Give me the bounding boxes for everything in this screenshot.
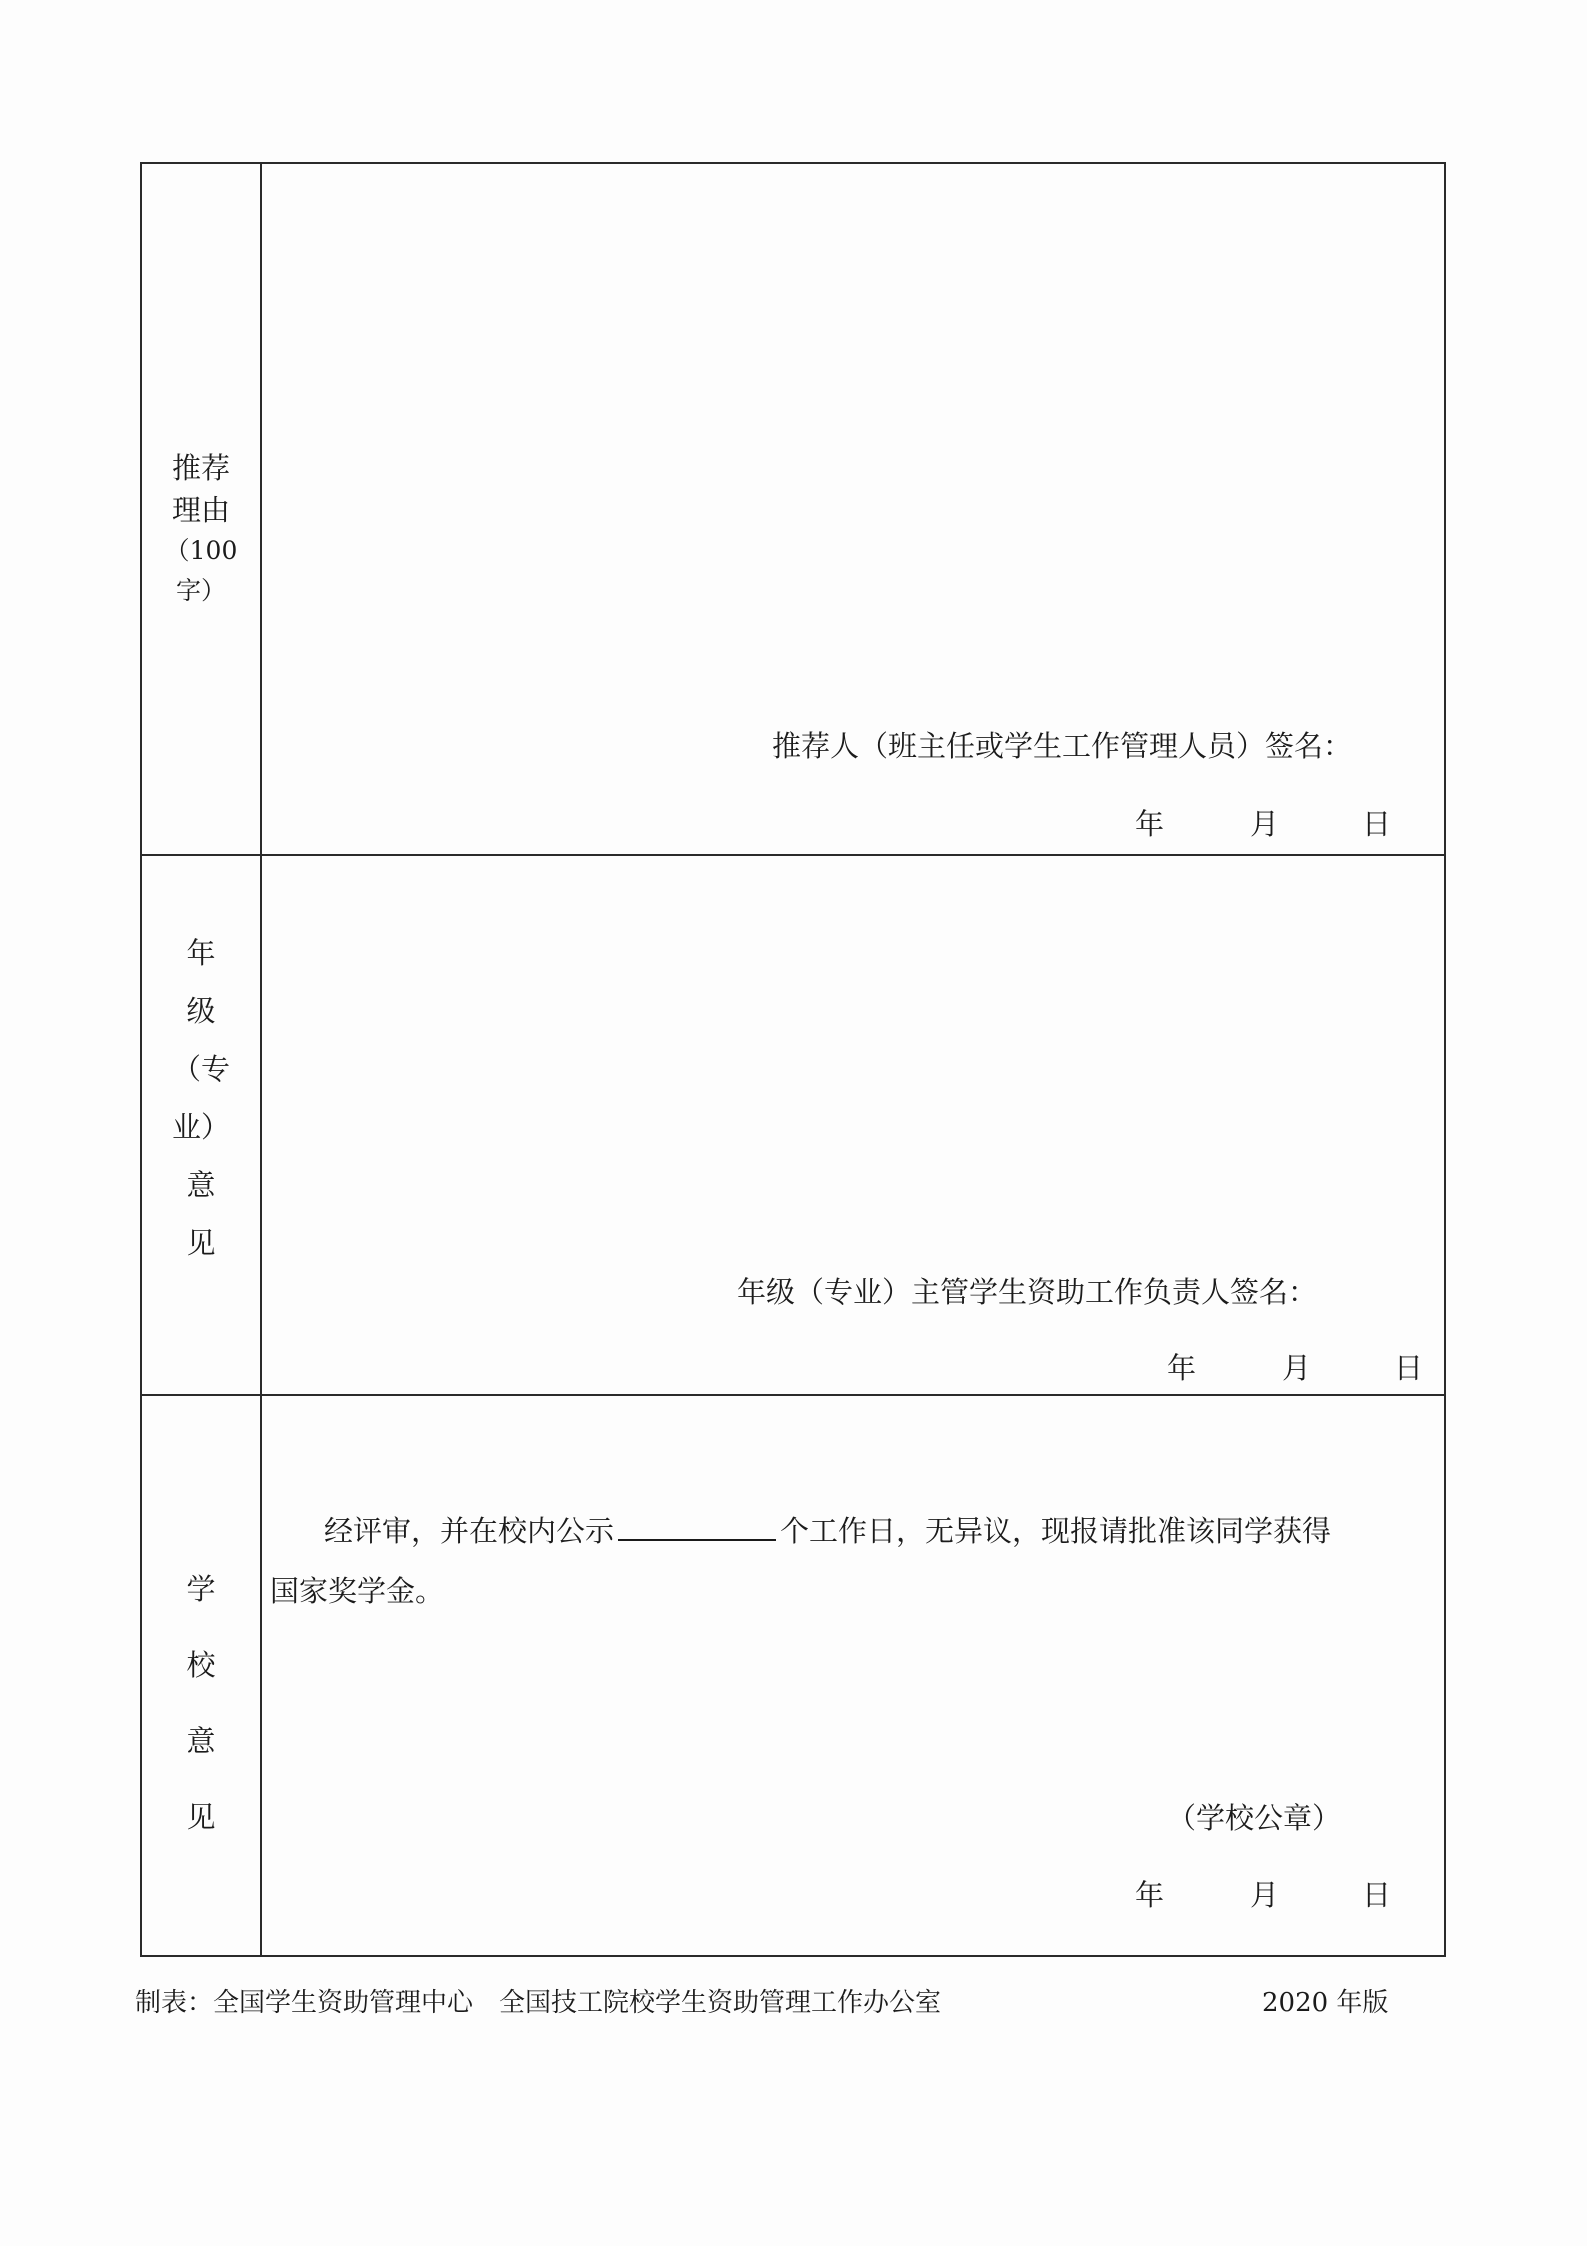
footer-version: 2020 年版 bbox=[1262, 1988, 1389, 2018]
date-day: 日 bbox=[1394, 1351, 1424, 1385]
school-seal-label: （学校公章） bbox=[1167, 1801, 1342, 1835]
school-statement-line-2: 国家奖学金。 bbox=[270, 1574, 445, 1608]
date-day: 日 bbox=[1362, 807, 1392, 841]
recommendation-label-cell bbox=[142, 164, 262, 854]
grade-opinion-row bbox=[142, 854, 1444, 1394]
label-line: （100 bbox=[164, 536, 238, 565]
footer-maker: 制表：全国学生资助管理中心 全国技工院校学生资助管理工作办公室 bbox=[135, 1988, 942, 2018]
grade-opinion-label bbox=[142, 924, 260, 1272]
label-line: 推荐 bbox=[171, 451, 230, 485]
recommendation-label bbox=[142, 447, 260, 611]
label-line: 意 bbox=[186, 1168, 216, 1202]
date-day: 日 bbox=[1362, 1878, 1392, 1912]
date-year: 年 bbox=[1167, 1351, 1197, 1385]
label-line: 见 bbox=[186, 1800, 216, 1834]
label-line: （专 bbox=[171, 1052, 230, 1086]
school-opinion-label-cell bbox=[142, 1396, 262, 1955]
label-line: 年 bbox=[186, 936, 216, 970]
school-statement-line-1 bbox=[324, 1509, 1331, 1550]
grade-opinion-content-cell[interactable] bbox=[262, 856, 1444, 1394]
label-line: 学 bbox=[186, 1572, 216, 1606]
grade-opinion-label-cell bbox=[142, 856, 262, 1394]
label-line: 见 bbox=[186, 1226, 216, 1260]
workdays-blank[interactable] bbox=[618, 1509, 776, 1541]
date-month: 月 bbox=[1250, 807, 1280, 841]
label-line: 级 bbox=[186, 994, 216, 1028]
date-month: 月 bbox=[1250, 1878, 1280, 1912]
label-line: 校 bbox=[186, 1648, 216, 1682]
label-line: 理由 bbox=[171, 493, 230, 527]
school-opinion-row bbox=[142, 1394, 1444, 1955]
label-line: 字） bbox=[175, 576, 226, 605]
grade-signature-label: 年级（专业）主管学生资助工作负责人签名： bbox=[737, 1275, 1318, 1309]
statement-after-blank: 个工作日，无异议，现报请批准该同学获得 bbox=[780, 1514, 1332, 1548]
form-table bbox=[140, 162, 1446, 1957]
date-year: 年 bbox=[1135, 807, 1165, 841]
school-opinion-label bbox=[142, 1551, 260, 1855]
recommendation-row bbox=[142, 164, 1444, 854]
label-line: 意 bbox=[186, 1724, 216, 1758]
recommendation-content-cell[interactable] bbox=[262, 164, 1444, 854]
recommender-signature-label: 推荐人（班主任或学生工作管理人员）签名： bbox=[772, 729, 1353, 763]
date-year: 年 bbox=[1135, 1878, 1165, 1912]
school-opinion-content-cell[interactable] bbox=[262, 1396, 1444, 1955]
label-line: 业） bbox=[171, 1110, 230, 1144]
statement-before-blank: 经评审，并在校内公示 bbox=[324, 1514, 615, 1548]
date-month: 月 bbox=[1282, 1351, 1312, 1385]
